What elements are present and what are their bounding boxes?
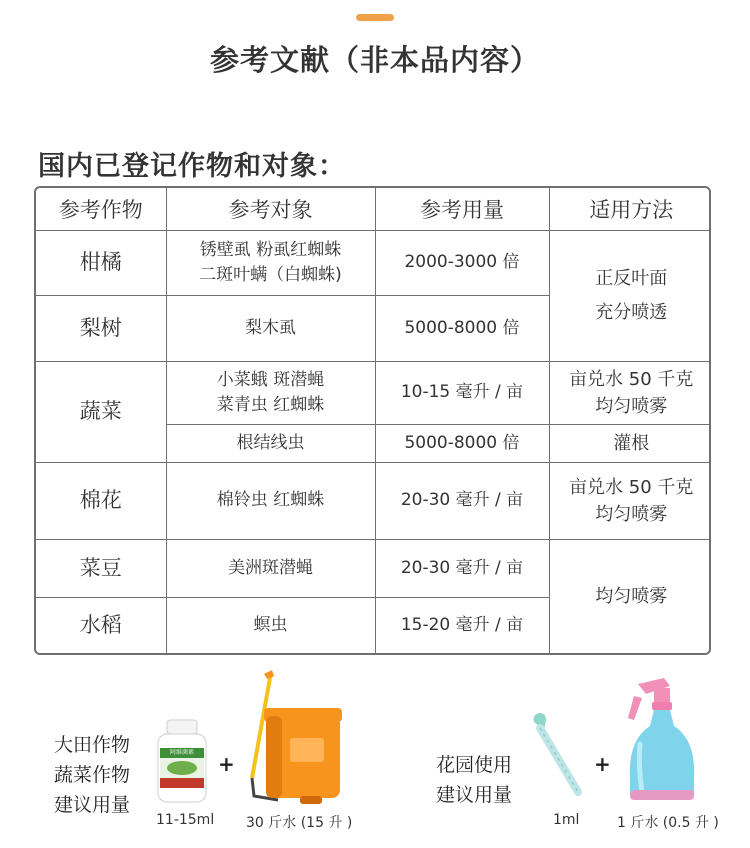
cell-method-merged [549, 230, 711, 361]
section-title: 国内已登记作物和对象： [38, 151, 346, 182]
field-usage-label [54, 730, 130, 820]
cell-method-line: 正反叶面 [595, 267, 668, 289]
table-row [36, 230, 711, 295]
field-usage-line: 蔬菜作物 [54, 764, 131, 786]
field-usage-line: 建议用量 [54, 794, 131, 816]
garden-usage-line: 花园使用 [436, 754, 513, 776]
cell-target [166, 361, 375, 424]
header-target: 参考对象 [166, 188, 375, 230]
header-method: 适用方法 [549, 188, 711, 230]
cell-target-line: 小菜蛾 斑潜蝇 [216, 369, 325, 390]
cell-dosage: 20-30 毫升 / 亩 [375, 462, 549, 539]
backpack-sprayer-icon [244, 668, 356, 808]
cell-dosage: 2000-3000 倍 [375, 230, 549, 295]
dropper-pipette-icon [530, 712, 586, 796]
bottle-label-text: 阿维菌素 [169, 749, 194, 756]
cell-target-line: 菜青虫 红蜘蛛 [216, 394, 325, 415]
header-dosage: 参考用量 [375, 188, 549, 230]
pesticide-bottle-icon [156, 720, 208, 804]
cell-method [549, 361, 711, 424]
table-row [36, 462, 711, 539]
cell-dosage: 10-15 毫升 / 亩 [375, 361, 549, 424]
header-crop: 参考作物 [36, 188, 166, 230]
cell-method-line: 均匀喷雾 [595, 395, 668, 417]
spray-bottle-icon [624, 674, 700, 806]
cell-crop: 棉花 [36, 462, 166, 539]
table-row [36, 539, 711, 597]
cell-crop: 梨树 [36, 295, 166, 361]
cell-crop: 水稻 [36, 597, 166, 654]
table-header-row [36, 188, 711, 230]
garden-product-caption: 1ml [553, 812, 580, 828]
table-row [36, 361, 711, 424]
cell-target: 美洲斑潜蝇 [166, 539, 375, 597]
cell-method-line: 亩兑水 50 千克 [569, 368, 694, 390]
cell-dosage: 20-30 毫升 / 亩 [375, 539, 549, 597]
cell-target-line: 锈壁虱 粉虱红蜘蛛 [199, 239, 342, 260]
cell-crop: 菜豆 [36, 539, 166, 597]
cell-dosage: 15-20 毫升 / 亩 [375, 597, 549, 654]
cell-target: 螟虫 [166, 597, 375, 654]
field-water-caption: 30 斤水 (15 升 ) [246, 815, 353, 831]
cell-target: 梨木虱 [166, 295, 375, 361]
cell-method-line: 亩兑水 50 千克 [569, 476, 694, 498]
cell-target-line: 二斑叶螨（白蜘蛛) [199, 264, 342, 285]
field-product-caption: 11-15ml [156, 812, 215, 828]
cell-target: 根结线虫 [166, 424, 375, 462]
garden-usage-line: 建议用量 [436, 784, 513, 806]
cell-method-line: 充分喷透 [595, 301, 668, 323]
plus-sign: + [218, 752, 235, 776]
cell-method-line: 均匀喷雾 [595, 503, 668, 525]
title-accent-bar [356, 14, 394, 21]
cell-crop: 柑橘 [36, 230, 166, 295]
cell-crop: 蔬菜 [36, 361, 166, 462]
cell-method-merged: 均匀喷雾 [549, 539, 711, 654]
field-usage-line: 大田作物 [54, 734, 131, 756]
cell-dosage: 5000-8000 倍 [375, 295, 549, 361]
garden-usage-label [436, 750, 512, 810]
cell-target [166, 230, 375, 295]
cell-method [549, 462, 711, 539]
garden-water-caption: 1 斤水 (0.5 升 ) [617, 815, 719, 831]
plus-sign: + [594, 752, 611, 776]
cell-dosage: 5000-8000 倍 [375, 424, 549, 462]
registration-table [34, 186, 711, 655]
page-title: 参考文献（非本品内容） [209, 43, 540, 77]
cell-method: 灌根 [549, 424, 711, 462]
cell-target: 棉铃虫 红蜘蛛 [166, 462, 375, 539]
